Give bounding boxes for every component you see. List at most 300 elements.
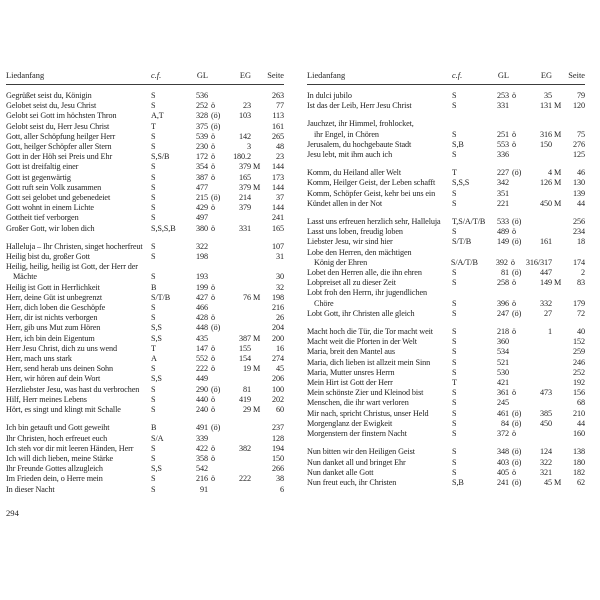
index-row <box>307 268 585 278</box>
page-ref: 234 <box>573 227 585 237</box>
gl-number: 198 <box>196 252 208 262</box>
gl-oe-marker: ö <box>510 257 515 267</box>
index-row <box>6 364 284 374</box>
eg-m-marker: M <box>554 101 562 111</box>
gl-oe-marker: ö <box>512 388 516 398</box>
eg-number: 3 <box>247 142 251 152</box>
song-title: Lobt Gott, ihr Christen alle gleich <box>307 308 415 318</box>
gl-number: 230 <box>196 142 208 152</box>
eg-number: 131 <box>540 101 552 111</box>
index-row <box>6 374 284 384</box>
cantus-firmus: T,S/A/T/B <box>452 217 486 227</box>
page-ref: 202 <box>272 394 284 404</box>
gl-number: 380 <box>196 223 208 233</box>
cantus-firmus: T <box>452 378 457 388</box>
gl-number: 530 <box>497 367 509 377</box>
page-ref: 79 <box>577 91 585 100</box>
page-ref: 75 <box>577 129 585 139</box>
section-gap <box>6 415 284 423</box>
eg-m-marker: M <box>253 364 261 374</box>
gl-number: 81 <box>501 268 509 278</box>
cantus-firmus: S/T/B <box>452 237 472 247</box>
gl-oe-marker: ö <box>211 453 215 463</box>
gl-oe-marker: ö <box>512 139 516 149</box>
eg-number: 76 <box>243 292 251 302</box>
page-ref: 179 <box>573 298 585 308</box>
gl-number: 147 <box>196 343 208 353</box>
page-ref: 128 <box>272 433 284 443</box>
header-seite: Seite <box>267 71 284 80</box>
header-cf: c.f. <box>452 71 463 80</box>
index-row <box>307 217 585 227</box>
eg-m-marker: M <box>554 278 562 288</box>
gl-number: 247 <box>497 308 509 318</box>
gl-oe-marker: (ö) <box>211 111 221 121</box>
index-row <box>6 262 284 272</box>
song-title: Lobe den Herren, den mächtigen <box>307 247 412 257</box>
eg-number: 322 <box>540 457 552 467</box>
header-cf: c.f. <box>151 71 162 80</box>
song-title: Mir nach, spricht Christus, unser Held <box>307 408 429 418</box>
cantus-firmus: S,B <box>452 139 464 149</box>
song-title: Halleluja – Ihr Christen, singet hocherfreut <box>6 241 143 251</box>
page-ref: 173 <box>272 172 284 182</box>
gl-oe-marker: (ö) <box>211 193 221 203</box>
eg-number: 81 <box>243 384 251 394</box>
song-title: Macht hoch die Tür, die Tor macht weit <box>307 327 433 337</box>
gl-oe-marker: ö <box>512 129 516 139</box>
song-title: Herr, deine Güt ist unbegrenzt <box>6 292 103 302</box>
gl-number: 375 <box>196 121 208 131</box>
song-title: Maria, dich lieben ist allzeit mein Sinn <box>307 357 431 367</box>
gl-oe-marker: ö <box>211 142 215 152</box>
song-title: Großer Gott, wir loben dich <box>6 223 95 233</box>
song-title: Gott sei gelobet und gebenedeiet <box>6 193 111 203</box>
cantus-firmus: S <box>151 303 156 313</box>
page-ref: 37 <box>276 193 284 203</box>
page-ref: 265 <box>272 131 284 141</box>
eg-number: 124 <box>540 447 552 457</box>
cantus-firmus: S,S,S <box>452 178 470 188</box>
gl-number: 84 <box>501 418 509 428</box>
index-row <box>6 283 284 293</box>
cantus-firmus: S/T/B <box>151 292 171 302</box>
eg-m-marker: M <box>253 162 261 172</box>
page-ref: 83 <box>577 278 585 288</box>
cantus-firmus: B <box>151 423 157 433</box>
index-row <box>6 423 284 433</box>
page-ref: 32 <box>276 282 284 292</box>
cantus-firmus: S <box>151 394 156 404</box>
song-title: Gott wohnt in einem Lichte <box>6 203 94 213</box>
page-ref: 161 <box>272 121 284 131</box>
cantus-firmus: S <box>452 198 457 208</box>
page-ref: 237 <box>272 423 284 433</box>
gl-oe-marker: ö <box>211 203 215 213</box>
cantus-firmus: T <box>452 168 457 178</box>
gl-number: 403 <box>497 457 509 467</box>
eg-number: 450 <box>540 198 552 208</box>
gl-number: 392 <box>495 257 508 267</box>
gl-number: 322 <box>196 241 208 251</box>
gl-oe-marker: (ö) <box>211 323 221 333</box>
gl-number: 358 <box>196 453 208 463</box>
header-liedanfang: Liedanfang <box>6 71 45 80</box>
page-ref: 139 <box>573 188 585 198</box>
index-row <box>6 405 284 415</box>
index-row <box>6 142 284 152</box>
eg-number: 419 <box>239 394 251 404</box>
index-row <box>307 309 585 319</box>
eg-number: 214 <box>239 193 251 203</box>
cantus-firmus: S <box>452 278 457 288</box>
index-row <box>6 122 284 132</box>
cantus-firmus: S <box>151 272 156 282</box>
page-ref: 48 <box>276 142 284 152</box>
page-ref: 198 <box>272 292 284 302</box>
index-row <box>6 183 284 193</box>
song-title: Herr, ich bin dein Eigentum <box>6 333 95 343</box>
gl-number: 215 <box>196 193 208 203</box>
cantus-firmus: S <box>452 467 457 477</box>
index-row <box>307 347 585 357</box>
cantus-firmus: S <box>452 298 457 308</box>
page-ref: 152 <box>573 337 585 347</box>
song-title: Ihr Freunde Gottes allzugleich <box>6 464 103 474</box>
index-row <box>6 111 284 121</box>
index-row <box>6 173 284 183</box>
cantus-firmus: A <box>151 354 157 364</box>
eg-number: 222 <box>239 474 251 484</box>
gl-number: 372 <box>497 429 509 439</box>
gl-oe-marker: ö <box>211 131 215 141</box>
gl-number: 539 <box>196 131 208 141</box>
gl-oe-marker: ö <box>211 292 215 302</box>
gl-oe-marker: (ö) <box>512 477 522 487</box>
cantus-firmus: S <box>452 398 457 408</box>
song-title: Herr Jesu Christ, dich zu uns wend <box>6 343 117 353</box>
song-title: Im Frieden dein, o Herre mein <box>6 474 103 484</box>
cantus-firmus: S <box>151 193 156 203</box>
song-title: Gott ist dreifaltig einer <box>6 162 79 172</box>
eg-number: 316/317 <box>525 257 552 267</box>
gl-number: 258 <box>497 278 509 288</box>
page-ref: 206 <box>272 374 284 384</box>
gl-number: 448 <box>196 323 208 333</box>
gl-oe-marker: ö <box>211 405 215 415</box>
gl-number: 427 <box>196 292 208 302</box>
page-ref: 18 <box>577 237 585 247</box>
cantus-firmus: S <box>452 418 457 428</box>
gl-number: 252 <box>196 101 208 111</box>
gl-oe-marker: ö <box>211 101 215 111</box>
eg-number: 103 <box>239 111 251 121</box>
song-title: Gott, aller Schöpfung heilger Herr <box>6 131 116 141</box>
cantus-firmus: B <box>151 282 157 292</box>
gl-number: 440 <box>196 394 208 404</box>
song-title: Menschen, die ihr wart verloren <box>307 398 409 408</box>
header-seite: Seite <box>568 71 585 80</box>
eg-number: 379 <box>239 162 251 172</box>
index-row <box>307 278 585 288</box>
gl-number: 461 <box>497 408 509 418</box>
eg-number: 149 <box>540 278 552 288</box>
song-title: Ich bin getauft und Gott geweiht <box>6 423 110 433</box>
page-number: 294 <box>6 508 19 518</box>
eg-number: 23 <box>243 101 251 111</box>
index-row <box>307 101 585 111</box>
gl-number: 251 <box>497 129 509 139</box>
song-title: Gott, heilger Schöpfer aller Stern <box>6 142 112 152</box>
eg-number: 450 <box>540 418 552 428</box>
gl-number: 339 <box>196 433 208 443</box>
eg-number: 4 <box>548 168 552 178</box>
page-ref: 194 <box>272 443 284 453</box>
gl-number: 241 <box>497 477 509 487</box>
index-row <box>307 119 585 129</box>
gl-oe-marker: ö <box>512 91 516 100</box>
page-ref: 107 <box>272 241 284 251</box>
eg-m-marker: M <box>253 405 261 415</box>
index-row <box>307 409 585 419</box>
index-row <box>307 189 585 199</box>
index-row <box>6 444 284 454</box>
gl-number: 533 <box>497 217 509 227</box>
song-title: Hört, es singt und klingt mit Schalle <box>6 405 121 415</box>
index-row <box>307 378 585 388</box>
gl-number: 290 <box>196 384 208 394</box>
eg-number: 27 <box>544 308 552 318</box>
gl-number: 245 <box>497 398 509 408</box>
eg-number: 387 <box>239 333 251 343</box>
header-eg: EG <box>540 71 552 80</box>
header-eg: EG <box>239 71 251 80</box>
cantus-firmus: S <box>151 313 156 323</box>
index-column-left <box>6 71 284 495</box>
song-title: Heilig bist du, großer Gott <box>6 252 90 262</box>
page-ref: 26 <box>276 313 284 323</box>
gl-number: 221 <box>497 198 509 208</box>
index-row <box>6 385 284 395</box>
song-title: Nun danket alle Gott <box>307 467 374 477</box>
page-ref: 72 <box>577 308 585 318</box>
song-title: Mächte <box>13 272 37 282</box>
gl-number: 342 <box>497 178 509 188</box>
song-title: Heilig, heilig, heilig ist Gott, der Herr der <box>6 262 138 272</box>
gl-oe-marker: (ö) <box>512 447 522 457</box>
eg-number: 447 <box>540 268 552 278</box>
song-title: Heilig ist Gott in Herrlichkeit <box>6 282 100 292</box>
page-ref: 210 <box>573 408 585 418</box>
song-title: Hilf, Herr meines Lebens <box>6 394 87 404</box>
cantus-firmus: S <box>151 131 156 141</box>
song-title: Komm, du Heiland aller Welt <box>307 168 402 178</box>
cantus-firmus: S <box>452 457 457 467</box>
cantus-firmus: S <box>452 188 457 198</box>
eg-number: 126 <box>540 178 552 188</box>
page-ref: 2 <box>581 268 585 278</box>
gl-oe-marker: (ö) <box>211 384 221 394</box>
gl-number: 435 <box>196 333 208 343</box>
song-title: Liebster Jesu, wir sind hier <box>307 237 393 247</box>
song-title: Lasst uns loben, freudig loben <box>307 227 403 237</box>
eg-number: 180.2 <box>233 152 251 162</box>
page-ref: 23 <box>276 152 284 162</box>
gl-oe-marker: (ö) <box>512 408 522 418</box>
gl-number: 351 <box>497 188 509 198</box>
index-row <box>307 299 585 309</box>
song-title: Maria, Mutter unsres Herrn <box>307 367 395 377</box>
eg-number: 379 <box>239 203 251 213</box>
cantus-firmus: T <box>151 121 156 131</box>
gl-number: 552 <box>196 354 208 364</box>
gl-oe-marker: ö <box>512 278 516 288</box>
index-row <box>307 140 585 150</box>
index-row <box>307 358 585 368</box>
gl-number: 421 <box>497 378 509 388</box>
page-ref: 216 <box>272 303 284 313</box>
page-ref: 44 <box>577 418 585 428</box>
gl-number: 422 <box>196 443 208 453</box>
page-ref: 156 <box>573 388 585 398</box>
gl-number: 328 <box>196 111 208 121</box>
cantus-firmus: S <box>151 384 156 394</box>
index-row <box>6 395 284 405</box>
gl-oe-marker: (ö) <box>512 237 522 247</box>
cantus-firmus: S <box>151 453 156 463</box>
page-ref: 113 <box>272 111 284 121</box>
song-title: Herr, send herab uns deinen Sohn <box>6 364 113 374</box>
index-row <box>307 337 585 347</box>
column-header <box>6 71 284 85</box>
index-row <box>6 293 284 303</box>
gl-oe-marker: (ö) <box>512 217 522 227</box>
cantus-firmus: S <box>452 91 457 100</box>
gl-oe-marker: ö <box>211 223 215 233</box>
index-rows-right <box>307 91 585 488</box>
page-ref: 68 <box>577 398 585 408</box>
song-title: Jauchzet, ihr Himmel, frohlocket, <box>307 119 414 129</box>
page-ref: 130 <box>573 178 585 188</box>
cantus-firmus: S <box>151 182 156 192</box>
song-title: Morgenglanz der Ewigkeit <box>307 418 393 428</box>
gl-number: 396 <box>497 298 509 308</box>
page-ref: 182 <box>573 467 585 477</box>
gl-number: 361 <box>497 388 509 398</box>
index-row <box>307 199 585 209</box>
song-title: Nun freut euch, ihr Christen <box>307 477 397 487</box>
song-title: Mein Hirt ist Gott der Herr <box>307 378 393 388</box>
eg-number: 150 <box>540 139 552 149</box>
index-row <box>307 419 585 429</box>
eg-number: 35 <box>544 91 552 100</box>
eg-number: 379 <box>239 182 251 192</box>
page-ref: 200 <box>272 333 284 343</box>
cantus-firmus: S,S <box>151 464 162 474</box>
gl-number: 331 <box>497 101 509 111</box>
cantus-firmus: S <box>151 91 156 100</box>
cantus-firmus: S <box>151 484 156 494</box>
cantus-firmus: S <box>452 308 457 318</box>
index-row <box>307 237 585 247</box>
index-row <box>307 130 585 140</box>
page-ref: 62 <box>577 477 585 487</box>
gl-number: 193 <box>196 272 208 282</box>
gl-number: 227 <box>497 168 509 178</box>
gl-number: 199 <box>196 282 208 292</box>
page-ref: 144 <box>272 203 284 213</box>
cantus-firmus: S <box>452 429 457 439</box>
song-title: Kündet allen in der Not <box>307 198 383 208</box>
section-gap <box>307 160 585 168</box>
cantus-firmus: S,S <box>151 333 162 343</box>
eg-m-marker: M <box>554 477 562 487</box>
cantus-firmus: S,S,S,B <box>151 223 176 233</box>
gl-oe-marker: (ö) <box>512 308 522 318</box>
song-title: Nun bitten wir den Heiligen Geist <box>307 447 415 457</box>
eg-number: 165 <box>239 172 251 182</box>
song-title: Herr, mach uns stark <box>6 354 72 364</box>
cantus-firmus: S <box>452 268 457 278</box>
song-title: Gelobet seist du, Jesu Christ <box>6 101 97 111</box>
gl-number: 449 <box>196 374 208 384</box>
gl-number: 387 <box>196 172 208 182</box>
gl-number: 428 <box>196 313 208 323</box>
eg-number: 161 <box>540 237 552 247</box>
page-ref: 138 <box>573 447 585 457</box>
gl-oe-marker: ö <box>211 282 215 292</box>
cantus-firmus: S <box>452 150 457 160</box>
section-gap <box>307 209 585 217</box>
index-row <box>307 478 585 488</box>
gl-number: 491 <box>196 423 208 433</box>
song-title: Nun danket all und bringet Ehr <box>307 457 406 467</box>
song-title: Gelobt sei Gott im höchsten Thron <box>6 111 117 121</box>
cantus-firmus: S <box>151 203 156 213</box>
song-title: Herr, wir hören auf dein Wort <box>6 374 101 384</box>
cantus-firmus: S <box>151 162 156 172</box>
cantus-firmus: S/A <box>151 433 164 443</box>
page-ref: 246 <box>573 357 585 367</box>
index-row <box>307 458 585 468</box>
song-title: In dieser Nacht <box>6 484 55 494</box>
song-title: Herr, dir ist nichts verborgen <box>6 313 98 323</box>
gl-number: 172 <box>196 152 208 162</box>
gl-number: 477 <box>196 182 208 192</box>
gl-oe-marker: ö <box>512 467 516 477</box>
index-row <box>6 303 284 313</box>
gl-number: 222 <box>196 364 208 374</box>
page-ref: 46 <box>577 168 585 178</box>
eg-number: 385 <box>540 408 552 418</box>
header-gl: GL <box>196 71 208 80</box>
index-row <box>307 178 585 188</box>
gl-oe-marker: (ö) <box>512 268 522 278</box>
eg-number: 19 <box>243 364 251 374</box>
page-ref: 150 <box>272 453 284 463</box>
cantus-firmus: S,B <box>452 477 464 487</box>
eg-number: 321 <box>540 467 552 477</box>
page-ref: 256 <box>573 217 585 227</box>
cantus-firmus: A,T <box>151 111 164 121</box>
index-row <box>6 474 284 484</box>
gl-oe-marker: (ö) <box>211 423 221 433</box>
gl-oe-marker: ö <box>211 443 215 453</box>
gl-number: 536 <box>196 91 208 100</box>
page-ref: 144 <box>272 182 284 192</box>
index-row <box>6 242 284 252</box>
page-ref: 38 <box>276 474 284 484</box>
